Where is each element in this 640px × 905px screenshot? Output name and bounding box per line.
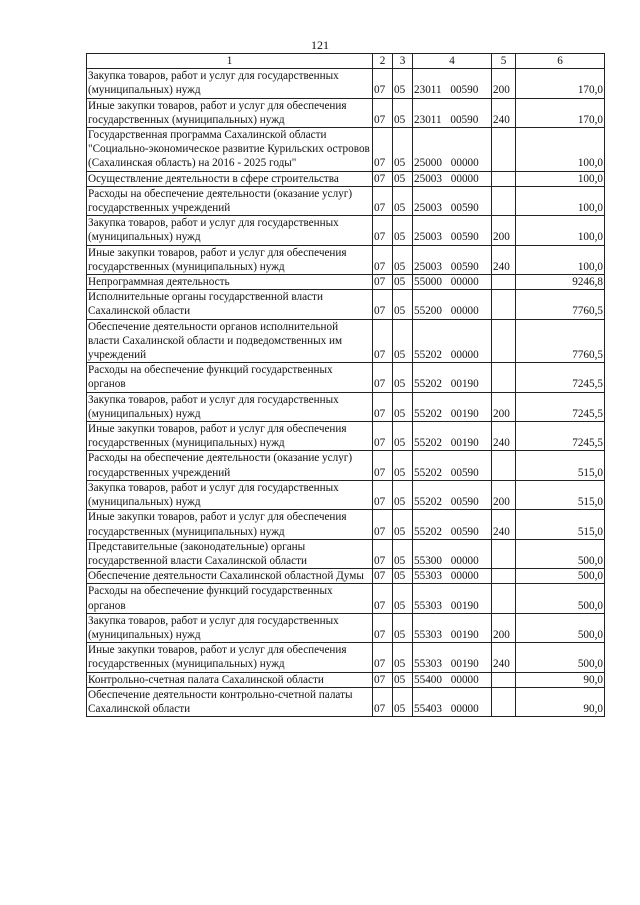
table-row: [87, 643, 605, 672]
subsection-code-cell: 05: [393, 69, 413, 98]
target-article-cell: 55303 00190: [413, 584, 492, 613]
target-article-cell: 23011 00590: [413, 69, 492, 98]
section-code-cell: 07: [373, 363, 393, 392]
expense-type-cell: [492, 569, 516, 584]
subsection-code-cell: 05: [393, 480, 413, 509]
subsection-code-cell: 05: [393, 98, 413, 127]
section-code-cell: 07: [373, 672, 393, 687]
page-number: 121: [311, 38, 329, 52]
column-header: 1: [87, 54, 373, 69]
target-article-cell: 55303 00000: [413, 569, 492, 584]
row-name-cell: Иные закупки товаров, работ и услуг для обеспечения государственных (муниципальных) нужд: [87, 422, 373, 451]
table-row: [87, 613, 605, 642]
subsection-code-cell: 05: [393, 290, 413, 319]
expense-type-cell: 240: [492, 643, 516, 672]
target-article-cell: 55300 00000: [413, 539, 492, 568]
expense-type-cell: 200: [492, 613, 516, 642]
subsection-code-cell: 05: [393, 392, 413, 421]
section-code-cell: 07: [373, 539, 393, 568]
section-code-cell: 07: [373, 392, 393, 421]
subsection-code-cell: 05: [393, 451, 413, 480]
section-code-cell: 07: [373, 128, 393, 172]
row-name-cell: Осуществление деятельности в сфере строительства: [87, 171, 373, 186]
expense-type-cell: [492, 186, 516, 215]
expense-type-cell: [492, 290, 516, 319]
table-row: [87, 687, 605, 716]
row-name-cell: Иные закупки товаров, работ и услуг для обеспечения государственных (муниципальных) нужд: [87, 245, 373, 274]
amount-cell: 515,0: [516, 510, 605, 539]
section-code-cell: 07: [373, 245, 393, 274]
amount-cell: 500,0: [516, 613, 605, 642]
expense-type-cell: [492, 363, 516, 392]
amount-cell: 90,0: [516, 687, 605, 716]
subsection-code-cell: 05: [393, 171, 413, 186]
column-header: 3: [393, 54, 413, 69]
table-row: [87, 319, 605, 363]
subsection-code-cell: 05: [393, 363, 413, 392]
amount-cell: 100,0: [516, 171, 605, 186]
amount-cell: 7245,5: [516, 422, 605, 451]
subsection-code-cell: 05: [393, 687, 413, 716]
row-name-cell: Закупка товаров, работ и услуг для государственных (муниципальных) нужд: [87, 613, 373, 642]
target-article-cell: 55202 00000: [413, 319, 492, 363]
target-article-cell: 55303 00190: [413, 643, 492, 672]
table-row: [87, 672, 605, 687]
section-code-cell: 07: [373, 186, 393, 215]
subsection-code-cell: 05: [393, 186, 413, 215]
target-article-cell: 55202 00190: [413, 422, 492, 451]
table-row: [87, 171, 605, 186]
amount-cell: 515,0: [516, 480, 605, 509]
row-name-cell: Государственная программа Сахалинской области "Социально-экономическое развитие Курильских островов (Сахалинская область) на 2016 - 2025 годы": [87, 128, 373, 172]
row-name-cell: Непрограммная деятельность: [87, 275, 373, 290]
table-row: [87, 186, 605, 215]
expense-type-cell: [492, 451, 516, 480]
target-article-cell: 55202 00590: [413, 480, 492, 509]
column-header: 5: [492, 54, 516, 69]
expense-type-cell: 200: [492, 392, 516, 421]
row-name-cell: Иные закупки товаров, работ и услуг для обеспечения государственных (муниципальных) нужд: [87, 510, 373, 539]
row-name-cell: Закупка товаров, работ и услуг для государственных (муниципальных) нужд: [87, 392, 373, 421]
section-code-cell: 07: [373, 510, 393, 539]
section-code-cell: 07: [373, 569, 393, 584]
target-article-cell: 25003 00590: [413, 186, 492, 215]
row-name-cell: Закупка товаров, работ и услуг для государственных (муниципальных) нужд: [87, 69, 373, 98]
subsection-code-cell: 05: [393, 128, 413, 172]
target-article-cell: 25000 00000: [413, 128, 492, 172]
amount-cell: 515,0: [516, 451, 605, 480]
expense-type-cell: 200: [492, 480, 516, 509]
row-name-cell: Расходы на обеспечение функций государственных органов: [87, 363, 373, 392]
expense-type-cell: 240: [492, 422, 516, 451]
amount-cell: 100,0: [516, 245, 605, 274]
subsection-code-cell: 05: [393, 539, 413, 568]
amount-cell: 9246,8: [516, 275, 605, 290]
section-code-cell: 07: [373, 216, 393, 245]
amount-cell: 170,0: [516, 98, 605, 127]
target-article-cell: 25003 00000: [413, 171, 492, 186]
row-name-cell: Расходы на обеспечение функций государственных органов: [87, 584, 373, 613]
target-article-cell: 55202 00590: [413, 451, 492, 480]
table-row: [87, 451, 605, 480]
amount-cell: 7245,5: [516, 363, 605, 392]
amount-cell: 500,0: [516, 539, 605, 568]
amount-cell: 170,0: [516, 69, 605, 98]
table-row: [87, 216, 605, 245]
table-row: [87, 290, 605, 319]
expense-type-cell: [492, 171, 516, 186]
column-header: 6: [516, 54, 605, 69]
section-code-cell: 07: [373, 290, 393, 319]
section-code-cell: 07: [373, 480, 393, 509]
expense-type-cell: 200: [492, 216, 516, 245]
budget-table: [86, 53, 605, 717]
expense-type-cell: [492, 128, 516, 172]
expense-type-cell: [492, 539, 516, 568]
expense-type-cell: 200: [492, 69, 516, 98]
amount-cell: 500,0: [516, 569, 605, 584]
subsection-code-cell: 05: [393, 216, 413, 245]
column-header: 2: [373, 54, 393, 69]
target-article-cell: 25003 00590: [413, 216, 492, 245]
section-code-cell: 07: [373, 69, 393, 98]
amount-cell: 7245,5: [516, 392, 605, 421]
subsection-code-cell: 05: [393, 510, 413, 539]
row-name-cell: Исполнительные органы государственной власти Сахалинской области: [87, 290, 373, 319]
section-code-cell: 07: [373, 422, 393, 451]
expense-type-cell: [492, 672, 516, 687]
subsection-code-cell: 05: [393, 569, 413, 584]
row-name-cell: Иные закупки товаров, работ и услуг для обеспечения государственных (муниципальных) нужд: [87, 643, 373, 672]
row-name-cell: Расходы на обеспечение деятельности (оказание услуг) государственных учреждений: [87, 186, 373, 215]
target-article-cell: 55202 00190: [413, 363, 492, 392]
expense-type-cell: [492, 275, 516, 290]
expense-type-cell: 240: [492, 98, 516, 127]
table-row: [87, 480, 605, 509]
column-header: 4: [413, 54, 492, 69]
section-code-cell: 07: [373, 319, 393, 363]
amount-cell: 100,0: [516, 128, 605, 172]
section-code-cell: 07: [373, 98, 393, 127]
row-name-cell: Обеспечение деятельности Сахалинской областной Думы: [87, 569, 373, 584]
subsection-code-cell: 05: [393, 672, 413, 687]
table-header-row: [87, 54, 605, 69]
subsection-code-cell: 05: [393, 584, 413, 613]
target-article-cell: 25003 00590: [413, 245, 492, 274]
amount-cell: 7760,5: [516, 319, 605, 363]
subsection-code-cell: 05: [393, 319, 413, 363]
target-article-cell: 55200 00000: [413, 290, 492, 319]
subsection-code-cell: 05: [393, 245, 413, 274]
table-body: [87, 69, 605, 717]
table-row: [87, 422, 605, 451]
amount-cell: 100,0: [516, 216, 605, 245]
row-name-cell: Обеспечение деятельности контрольно-счетной палаты Сахалинской области: [87, 687, 373, 716]
amount-cell: 500,0: [516, 643, 605, 672]
row-name-cell: Контрольно-счетная палата Сахалинской области: [87, 672, 373, 687]
expense-type-cell: [492, 319, 516, 363]
expense-type-cell: [492, 584, 516, 613]
amount-cell: 500,0: [516, 584, 605, 613]
subsection-code-cell: 05: [393, 613, 413, 642]
row-name-cell: Обеспечение деятельности органов исполнительной власти Сахалинской области и подведомственных им учреждений: [87, 319, 373, 363]
amount-cell: 100,0: [516, 186, 605, 215]
target-article-cell: 55400 00000: [413, 672, 492, 687]
row-name-cell: Закупка товаров, работ и услуг для государственных (муниципальных) нужд: [87, 216, 373, 245]
table-row: [87, 128, 605, 172]
table-row: [87, 569, 605, 584]
amount-cell: 90,0: [516, 672, 605, 687]
row-name-cell: Представительные (законодательные) органы государственной власти Сахалинской области: [87, 539, 373, 568]
row-name-cell: Расходы на обеспечение деятельности (оказание услуг) государственных учреждений: [87, 451, 373, 480]
section-code-cell: 07: [373, 613, 393, 642]
table-row: [87, 392, 605, 421]
subsection-code-cell: 05: [393, 643, 413, 672]
table-row: [87, 539, 605, 568]
table-row: [87, 510, 605, 539]
row-name-cell: Иные закупки товаров, работ и услуг для обеспечения государственных (муниципальных) нужд: [87, 98, 373, 127]
target-article-cell: 55303 00190: [413, 613, 492, 642]
target-article-cell: 55403 00000: [413, 687, 492, 716]
table-row: [87, 98, 605, 127]
expense-type-cell: 240: [492, 510, 516, 539]
section-code-cell: 07: [373, 687, 393, 716]
section-code-cell: 07: [373, 451, 393, 480]
section-code-cell: 07: [373, 275, 393, 290]
target-article-cell: 55202 00590: [413, 510, 492, 539]
target-article-cell: 55000 00000: [413, 275, 492, 290]
expense-type-cell: 240: [492, 245, 516, 274]
table-row: [87, 245, 605, 274]
row-name-cell: Закупка товаров, работ и услуг для государственных (муниципальных) нужд: [87, 480, 373, 509]
section-code-cell: 07: [373, 584, 393, 613]
table-row: [87, 363, 605, 392]
amount-cell: 7760,5: [516, 290, 605, 319]
table-row: [87, 69, 605, 98]
target-article-cell: 55202 00190: [413, 392, 492, 421]
target-article-cell: 23011 00590: [413, 98, 492, 127]
subsection-code-cell: 05: [393, 275, 413, 290]
table-row: [87, 584, 605, 613]
section-code-cell: 07: [373, 643, 393, 672]
subsection-code-cell: 05: [393, 422, 413, 451]
section-code-cell: 07: [373, 171, 393, 186]
expense-type-cell: [492, 687, 516, 716]
table-row: [87, 275, 605, 290]
